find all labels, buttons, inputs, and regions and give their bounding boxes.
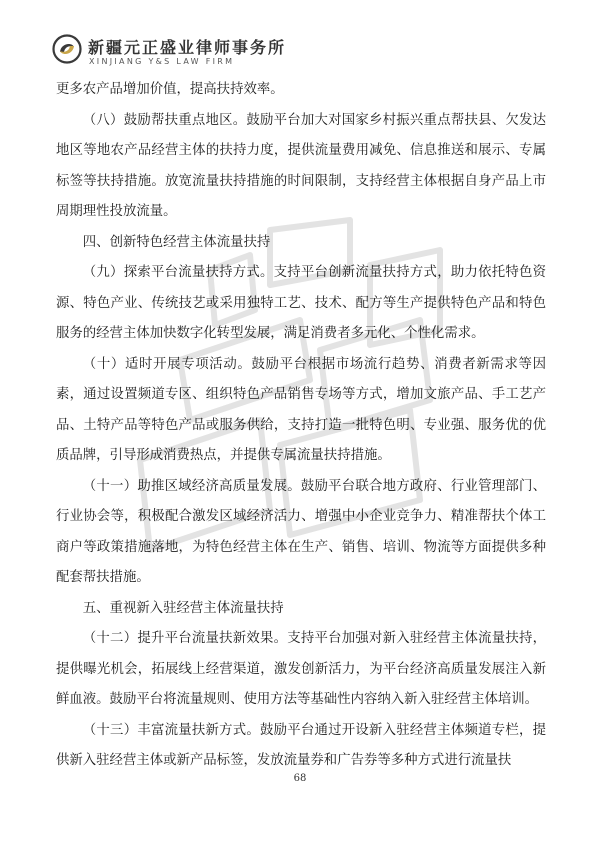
paragraph: 更多农产品增加价值，提高扶持效率。 (56, 82, 284, 97)
swirl-logo-icon (52, 34, 82, 64)
paragraph: （十三）丰富流量扶新方式。鼓励平台通过开设新入驻经营主体频道专栏，提供新入驻经营主体或新产品标签，发放流量券和广告券等多种方式进行流量扶 (56, 722, 546, 768)
section-heading: 五、重视新入驻经营主体流量扶持 (82, 600, 284, 616)
document-body (56, 75, 546, 777)
section-heading: 四、创新特色经营主体流量扶持 (82, 234, 271, 250)
paragraph: （八）鼓励帮扶重点地区。鼓励平台加大对国家乡村振兴重点帮扶县、欠发达地区等地农产品经营主体的扶持力度，提供流量费用减免、信息推送和展示、专属标签等扶持措施。放宽流量扶持措施的时间限制，支持经营主体根据自身产品上市周期理性投放流量。 (56, 112, 546, 219)
page-number: 68 (293, 773, 307, 784)
page-header (52, 30, 352, 70)
paragraph: （十）适时开展专项活动。鼓励平台根据市场流行趋势、消费者新需求等因素，通过设置频道专区、组织特色产品销售专场等方式，增加文旅产品、手工艺产品、土特产品等特色产品或服务供给，支持打造一批特色明、专业强、服务优的优质品牌，引导形成消费热点，并提供专属流量扶持措施。 (56, 356, 546, 463)
paragraph: （九）探索平台流量扶持方式。支持平台创新流量扶持方式，助力依托特色资源、特色产业、传统技艺或采用独特工艺、技术、配方等生产提供特色产品和特色服务的经营主体加快数字化转型发展，满足消费者多元化、个性化需求。 (56, 265, 546, 341)
paragraph: （十一）助推区域经济高质量发展。鼓励平台联合地方政府、行业管理部门、行业协会等，积极配合激发区域经济活力、增强中小企业竞争力、精准帮扶个体工商户等政策措施落地，为特色经营主体在生产、销售、培训、物流等方面提供多种配套帮扶措施。 (56, 478, 546, 585)
firm-name-english: XINJIANG Y&S LAW FIRM (89, 57, 235, 66)
paragraph: （十二）提升平台流量扶新效果。支持平台加强对新入驻经营主体流量扶持，提供曝光机会，拓展线上经营渠道，激发创新活力，为平台经济高质量发展注入新鲜血液。鼓励平台将流量规则、使用方法等基础性内容纳入新入驻经营主体培训。 (56, 631, 546, 707)
firm-name-chinese: 新疆元正盛业律师事务所 (88, 38, 287, 57)
